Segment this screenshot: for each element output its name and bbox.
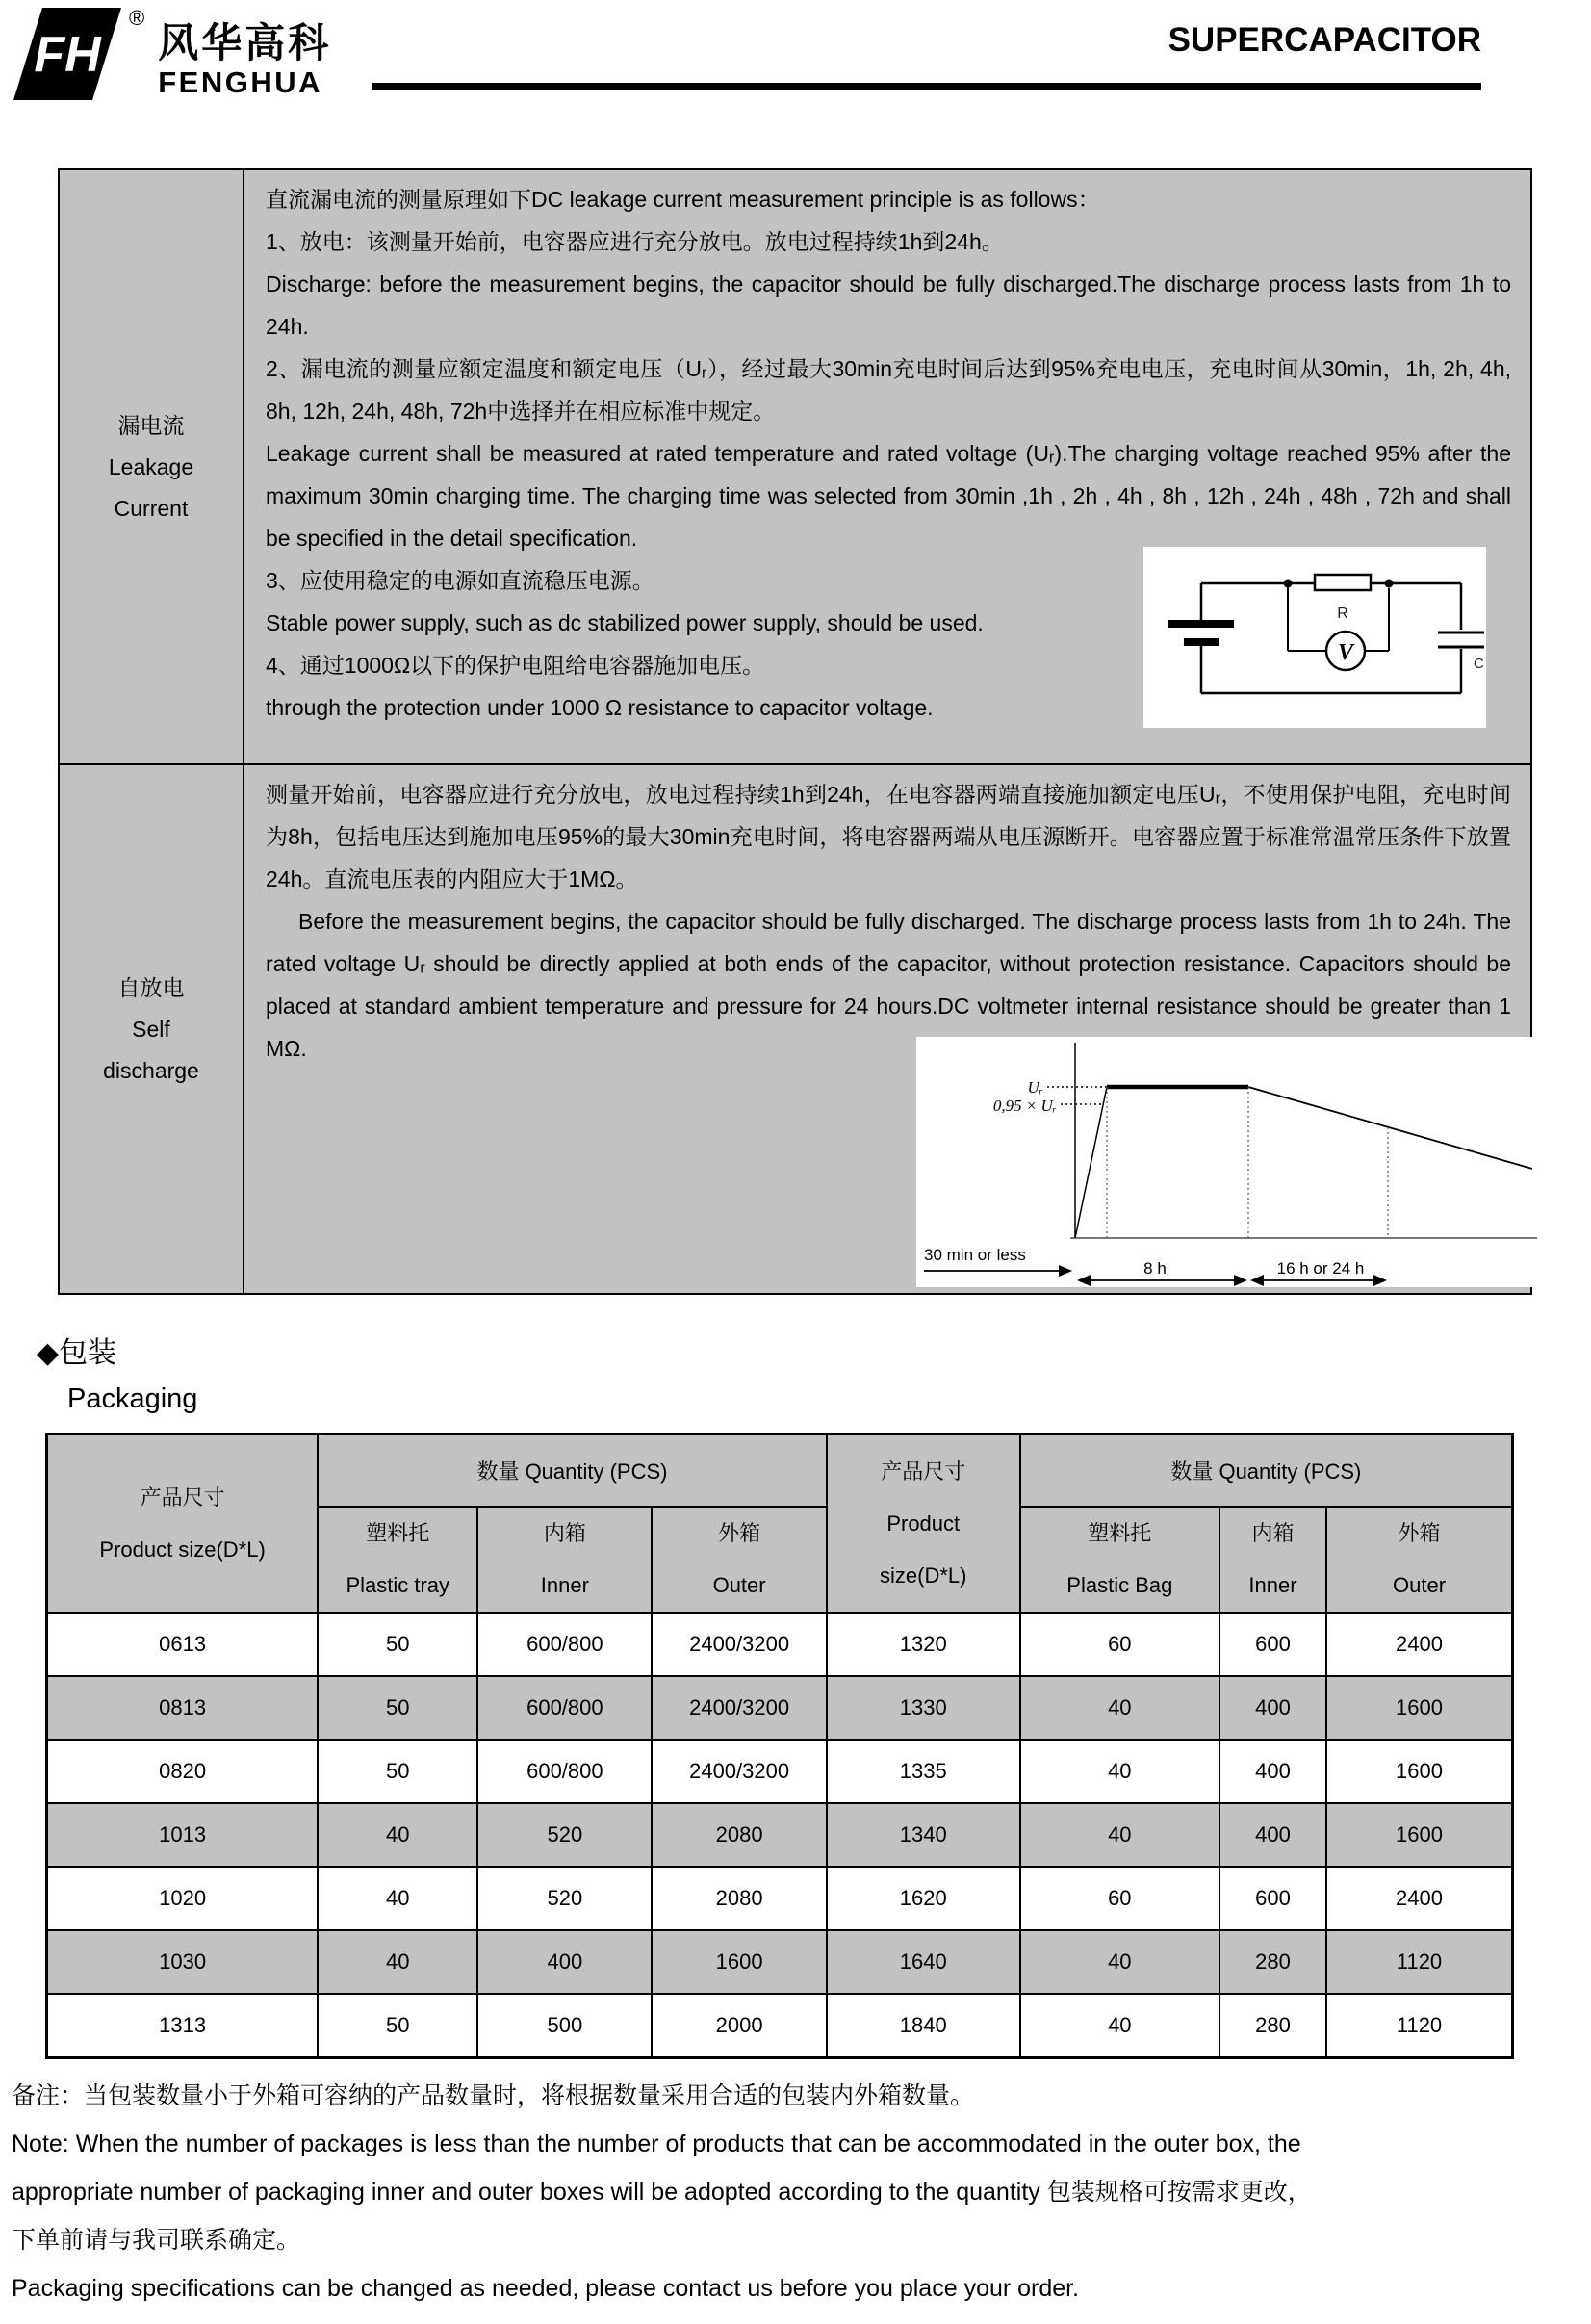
header-line: 塑料托 xyxy=(1088,1521,1152,1545)
leakage-paragraph: 直流漏电流的测量原理如下DC leakage current measurement principle is as follows： xyxy=(266,187,1100,212)
self-discharge-paragraph: Before the measurement begins, the capacitor should be fully discharged. The discharge process lasts from 1h to 24h. The rated voltage Uᵣ should be directly applied at both ends of the capacitor, without protection resistance. Capacitors should be placed at standard ambient temperature and pressure for 24 hours.DC voltmeter internal resistance should be greater than 1 MΩ. xyxy=(266,909,1511,1061)
column-header-product-size-right xyxy=(827,1434,1020,1614)
product-size-cell: 0820 xyxy=(47,1740,319,1803)
self-discharge-voltage-graph xyxy=(916,1037,1553,1287)
column-header-inner-left xyxy=(477,1507,652,1613)
outer-qty-cell: 2400 xyxy=(1326,1867,1512,1930)
bag-qty-cell: 60 xyxy=(1020,1613,1219,1676)
product-size-cell: 1340 xyxy=(827,1803,1020,1867)
arrowhead-icon xyxy=(1250,1275,1264,1286)
product-size-cell: 1330 xyxy=(827,1676,1020,1740)
inner-qty-cell: 520 xyxy=(477,1867,652,1930)
packaging-notes xyxy=(12,2072,1584,2312)
row-label-en: discharge xyxy=(103,1057,199,1083)
outer-qty-cell: 2000 xyxy=(652,1994,826,2058)
leakage-current-content xyxy=(244,170,1530,763)
tray-qty-cell: 40 xyxy=(318,1803,477,1867)
header-line: Product xyxy=(886,1511,961,1536)
outer-qty-cell: 2080 xyxy=(652,1867,826,1930)
outer-qty-cell: 2400 xyxy=(1326,1613,1512,1676)
self-discharge-row xyxy=(60,765,1530,1293)
tray-qty-cell: 40 xyxy=(318,1867,477,1930)
inner-qty-cell: 600/800 xyxy=(477,1676,652,1740)
charge-ramp-line xyxy=(1075,1087,1107,1238)
header-line: 内箱 xyxy=(543,1521,586,1545)
column-group-header-quantity-right: 数量 Quantity (PCS) xyxy=(1020,1434,1513,1508)
outer-qty-cell: 1600 xyxy=(1326,1676,1512,1740)
header-line: 外箱 xyxy=(1398,1521,1441,1545)
packaging-row xyxy=(47,1740,1513,1803)
product-size-cell: 1640 xyxy=(827,1930,1020,1994)
leakage-paragraph: 1、放电：该测量开始前，电容器应进行充分放电。放电过程持续1h到24h。 xyxy=(266,229,1004,254)
packaging-heading-en: Packaging xyxy=(67,1383,198,1414)
product-size-cell: 1335 xyxy=(827,1740,1020,1803)
page-title: SUPERCAPACITOR xyxy=(1168,21,1481,59)
packaging-heading-cn: ◆包装 xyxy=(37,1337,117,1369)
product-size-cell: 0813 xyxy=(47,1676,319,1740)
product-size-cell: 1020 xyxy=(47,1867,319,1930)
packaging-row xyxy=(47,1930,1513,1994)
leakage-current-row-label xyxy=(60,170,244,763)
note-line: Note: When the number of packages is less than the number of products that can be accommodated in the outer box, the xyxy=(12,2130,1301,2157)
product-size-cell: 1320 xyxy=(827,1613,1020,1676)
resistor-icon xyxy=(1315,575,1371,590)
inner-qty-cell: 500 xyxy=(477,1994,652,2058)
header-line: Plastic tray xyxy=(346,1573,450,1597)
header-line: 产品尺寸 xyxy=(881,1459,966,1484)
self-discharge-content xyxy=(244,765,1530,1293)
bag-qty-cell: 60 xyxy=(1020,1867,1219,1930)
self-discharge-row-label xyxy=(60,765,244,1293)
header-line: Inner xyxy=(1248,1573,1297,1597)
product-size-cell: 1013 xyxy=(47,1803,319,1867)
row-label-en: Leakage xyxy=(108,453,194,479)
fenghua-logo-icon xyxy=(13,8,127,100)
outer-qty-cell: 2400/3200 xyxy=(652,1676,826,1740)
outer-qty-cell: 1600 xyxy=(652,1930,826,1994)
inner-qty-cell: 600/800 xyxy=(477,1740,652,1803)
inner-qty-cell: 400 xyxy=(1219,1676,1326,1740)
header-line: Outer xyxy=(1393,1573,1447,1597)
bag-qty-cell: 40 xyxy=(1020,1803,1219,1867)
column-header-outer-left xyxy=(652,1507,826,1613)
product-size-cell: 1620 xyxy=(827,1867,1020,1930)
inner-qty-cell: 600 xyxy=(1219,1613,1326,1676)
row-label-cn: 漏电流 xyxy=(117,412,185,438)
brand-name-chinese: 风华高科 xyxy=(158,20,332,65)
inner-qty-cell: 280 xyxy=(1219,1994,1326,2058)
header-line: 塑料托 xyxy=(366,1521,430,1545)
logo-monogram: FH xyxy=(34,27,101,83)
tray-qty-cell: 50 xyxy=(318,1676,477,1740)
graph-y-label-095ur: 0,95 × Uᵣ xyxy=(992,1097,1057,1115)
arrowhead-icon xyxy=(1373,1275,1387,1286)
tray-qty-cell: 40 xyxy=(318,1930,477,1994)
registered-trademark-icon: ® xyxy=(129,6,145,30)
tray-qty-cell: 50 xyxy=(318,1994,477,2058)
bag-qty-cell: 40 xyxy=(1020,1740,1219,1803)
inner-qty-cell: 600 xyxy=(1219,1867,1326,1930)
inner-qty-cell: 400 xyxy=(477,1930,652,1994)
bag-qty-cell: 40 xyxy=(1020,1930,1219,1994)
leakage-paragraph: 3、应使用稳定的电源如直流稳压电源。 xyxy=(266,568,654,593)
tray-qty-cell: 50 xyxy=(318,1613,477,1676)
leakage-test-circuit-diagram xyxy=(1143,547,1486,728)
arrowhead-icon xyxy=(1077,1275,1091,1286)
packaging-row xyxy=(47,1994,1513,2058)
note-line: 备注：当包装数量小于外箱可容纳的产品数量时，将根据数量采用合适的包装内外箱数量。 xyxy=(12,2082,975,2109)
note-line: 下单前请与我司联系确定。 xyxy=(12,2227,301,2254)
outer-qty-cell: 1600 xyxy=(1326,1740,1512,1803)
outer-qty-cell: 1600 xyxy=(1326,1803,1512,1867)
graph-x-label-charge-time: 30 min or less xyxy=(924,1246,1026,1264)
inner-qty-cell: 520 xyxy=(477,1803,652,1867)
self-discharge-decay-line xyxy=(1248,1087,1532,1169)
column-header-plastic-bag xyxy=(1020,1507,1219,1613)
leakage-paragraph: through the protection under 1000 Ω resistance to capacitor voltage. xyxy=(266,695,934,720)
outer-qty-cell: 2080 xyxy=(652,1803,826,1867)
row-label-en: Self xyxy=(132,1016,170,1042)
outer-qty-cell: 2400/3200 xyxy=(652,1613,826,1676)
product-size-cell: 1030 xyxy=(47,1930,319,1994)
column-group-header-quantity-left: 数量 Quantity (PCS) xyxy=(318,1434,826,1508)
inner-qty-cell: 400 xyxy=(1219,1740,1326,1803)
column-header-inner-right xyxy=(1219,1507,1326,1613)
header-line: Product size(D*L) xyxy=(99,1536,266,1562)
tray-qty-cell: 50 xyxy=(318,1740,477,1803)
leakage-paragraph: Leakage current shall be measured at rated temperature and rated voltage (Uᵣ).The charging voltage reached 95% after the maximum 30min charging time. The charging time was selected from 30min ,1h , 2h , 4h , 8h , 12h , 24h , 48h , 72h and shall be specified in the detail specification. xyxy=(266,441,1511,551)
note-line: appropriate number of packaging inner and outer boxes will be adopted according to the quantity 包装规格可按需求更改， xyxy=(12,2179,1312,2206)
column-header-plastic-tray xyxy=(318,1507,477,1613)
leakage-current-row xyxy=(60,170,1530,765)
inner-qty-cell: 600/800 xyxy=(477,1613,652,1676)
inner-qty-cell: 400 xyxy=(1219,1803,1326,1867)
resistor-label: R xyxy=(1337,606,1348,622)
leakage-paragraph: 2、漏电流的测量应额定温度和额定电压（Uᵣ），经过最大30min充电时间后达到95%充电电压，充电时间从30min，1h, 2h, 4h, 8h, 12h, 24h, 48h, 72h中选择并在相应标准中规定。 xyxy=(266,356,1511,424)
header-divider xyxy=(372,83,1481,90)
header-line: 内箱 xyxy=(1251,1521,1295,1545)
brand-name-english: FENGHUA xyxy=(158,65,322,99)
product-size-cell: 0613 xyxy=(47,1613,319,1676)
bag-qty-cell: 40 xyxy=(1020,1676,1219,1740)
outer-qty-cell: 2400/3200 xyxy=(652,1740,826,1803)
product-size-cell: 1840 xyxy=(827,1994,1020,2058)
graph-x-label-hold-time: 8 h xyxy=(1143,1259,1167,1278)
self-discharge-paragraph: 测量开始前，电容器应进行充分放电，放电过程持续1h到24h，在电容器两端直接施加额定电压Uᵣ，不使用保护电阻，充电时间为8h，包括电压达到施加电压95%的最大30min充电时间，将电容器两端从电压源断开。电容器应置于标准常温常压条件下放置24h。直流电压表的内阻应大于1MΩ。 xyxy=(266,782,1511,891)
row-label-en: Current xyxy=(114,495,189,521)
inner-qty-cell: 280 xyxy=(1219,1930,1326,1994)
header-line: 产品尺寸 xyxy=(140,1485,225,1510)
header-line: 外箱 xyxy=(718,1521,761,1545)
bag-qty-cell: 40 xyxy=(1020,1994,1219,2058)
arrowhead-icon xyxy=(1234,1275,1247,1286)
packaging-row xyxy=(47,1613,1513,1676)
graph-y-label-ur: Uᵣ xyxy=(1027,1078,1043,1097)
product-size-cell: 1313 xyxy=(47,1994,319,2058)
leakage-paragraph: Stable power supply, such as dc stabilized power supply, should be used. xyxy=(266,610,984,635)
header-line: Plastic Bag xyxy=(1066,1573,1173,1597)
junction-dot-icon xyxy=(1385,580,1394,588)
column-header-outer-right xyxy=(1326,1507,1512,1613)
arrowhead-icon xyxy=(1059,1265,1072,1277)
packaging-row xyxy=(47,1676,1513,1740)
header-line: Inner xyxy=(540,1573,589,1597)
fenghua-logo xyxy=(13,8,331,100)
outer-qty-cell: 1120 xyxy=(1326,1930,1512,1994)
measurement-spec-table xyxy=(58,168,1532,1295)
voltmeter-label: V xyxy=(1337,640,1354,665)
packaging-row xyxy=(47,1867,1513,1930)
packaging-table xyxy=(45,1433,1514,2059)
outer-qty-cell: 1120 xyxy=(1326,1994,1512,2058)
capacitor-label: C xyxy=(1474,656,1484,672)
logo-text xyxy=(158,21,331,100)
note-line: Packaging specifications can be changed as needed, please contact us before you place your order. xyxy=(12,2275,1080,2302)
header-line: Outer xyxy=(712,1573,766,1597)
graph-x-label-decay-time: 16 h or 24 h xyxy=(1276,1259,1365,1278)
leakage-paragraph: 4、通过1000Ω以下的保护电阻给电容器施加电压。 xyxy=(266,653,765,678)
header-line: size(D*L) xyxy=(880,1562,967,1588)
packaging-row xyxy=(47,1803,1513,1867)
row-label-cn: 自放电 xyxy=(117,974,185,1000)
column-header-product-size-left xyxy=(47,1434,319,1614)
leakage-paragraph: Discharge: before the measurement begins, the capacitor should be fully discharged.The discharge process lasts from 1h to 24h. xyxy=(266,271,1511,339)
